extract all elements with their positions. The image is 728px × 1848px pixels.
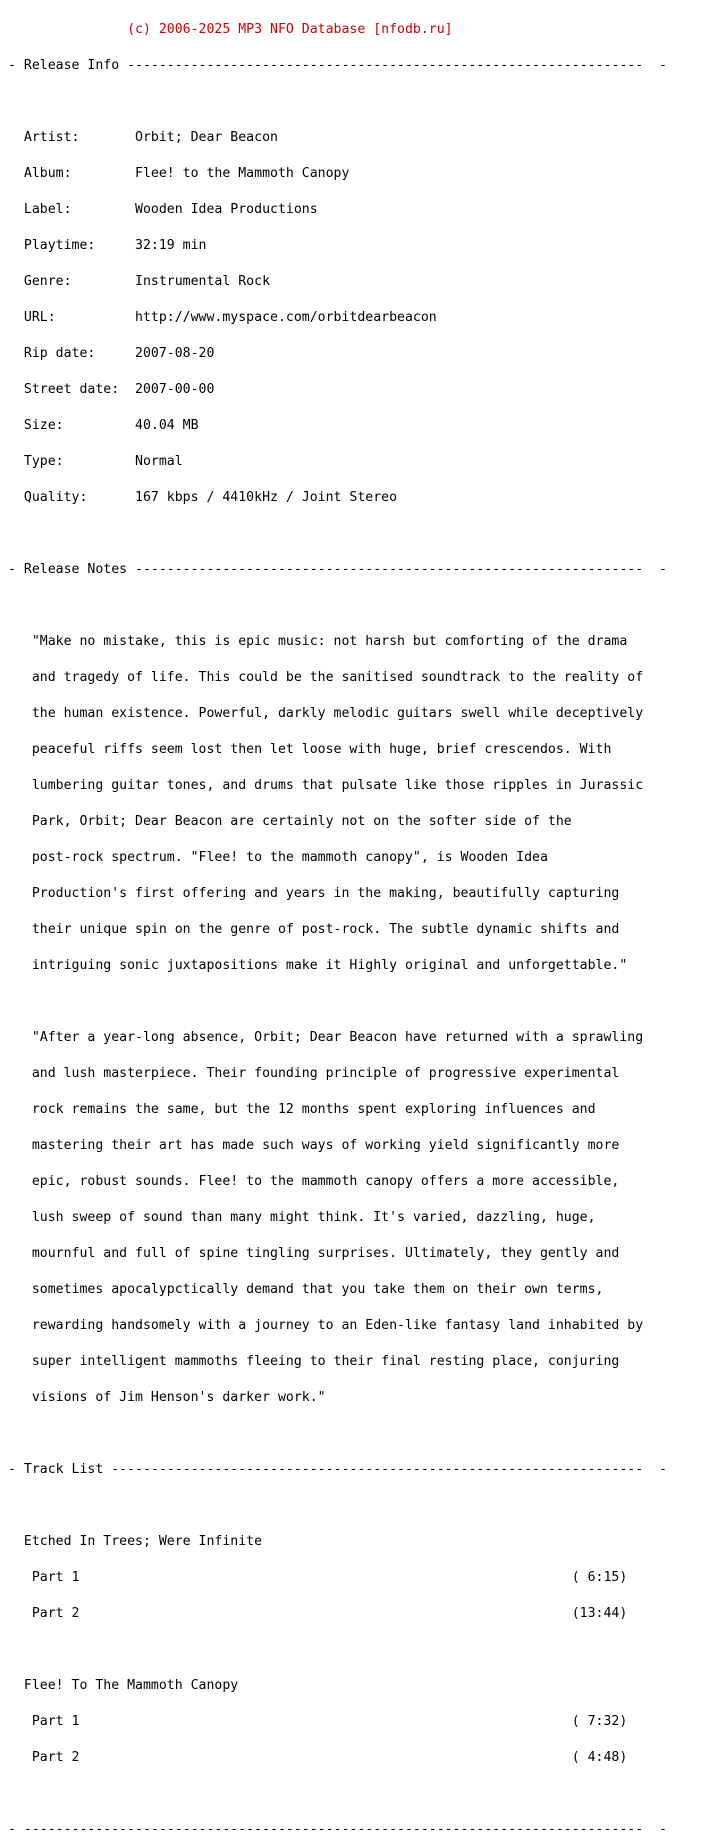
notes-line: their unique spin on the genre of post-rock. The subtle dynamic shifts and [8,922,620,937]
notes-line: peaceful riffs seem lost then let loose with huge, brief crescendos. With [8,742,612,757]
spacer [8,600,667,612]
nfo-document [8,0,667,1848]
info-quality: Quality: 167 kbps / 4410kHz / Joint Stereo [8,490,398,505]
notes-line: lumbering guitar tones, and drums that pulsate like those ripples in Jurassic [8,778,644,793]
spacer [8,1428,667,1440]
track-row: Part 2 (13:44) [8,1606,628,1621]
notes-line: the human existence. Powerful, darkly melodic guitars swell while deceptively [8,706,644,721]
info-playtime: Playtime: 32:19 min [8,238,207,253]
info-url: URL: http://www.myspace.com/orbitdearbeacon [8,310,437,325]
notes-line: intriguing sonic juxtapositions make it Highly original and unforgettable." [8,958,628,973]
track-list-rule: - Track List ------------------------------------------------------------------- - [8,1462,667,1477]
notes-line: visions of Jim Henson's darker work." [8,1390,326,1405]
spacer [8,1644,667,1656]
notes-line: lush sweep of sound than many might think. It's varied, dazzling, huge, [8,1210,596,1225]
spacer [8,1500,667,1512]
spacer [8,528,667,540]
notes-line: Park, Orbit; Dear Beacon are certainly not on the softer side of the [8,814,572,829]
track-group-title: Etched In Trees; Were Infinite [8,1534,263,1549]
info-type: Type: Normal [8,454,183,469]
notes-line: and tragedy of life. This could be the sanitised soundtrack to the reality of [8,670,644,685]
notes-line: super intelligent mammoths fleeing to their final resting place, conjuring [8,1354,620,1369]
notes-line: mournful and full of spine tingling surprises. Ultimately, they gently and [8,1246,620,1261]
info-label: Label: Wooden Idea Productions [8,202,318,217]
notes-line: post-rock spectrum. "Flee! to the mammoth canopy", is Wooden Idea [8,850,548,865]
track-row: Part 2 ( 4:48) [8,1750,628,1765]
info-album: Album: Flee! to the Mammoth Canopy [8,166,350,181]
release-info-rule: - Release Info ----------------------------------------------------------------- - [8,58,667,73]
notes-line: "Make no mistake, this is epic music: not harsh but comforting of the drama [8,634,628,649]
notes-line: and lush masterpiece. Their founding principle of progressive experimental [8,1066,620,1081]
spacer [8,996,667,1008]
notes-line: sometimes apocalypctically demand that you take them on their own terms, [8,1282,604,1297]
release-notes-rule: - Release Notes ---------------------------------------------------------------- - [8,562,667,577]
track-group-title: Flee! To The Mammoth Canopy [8,1678,239,1693]
notes-line: rewarding handsomely with a journey to an Eden-like fantasy land inhabited by [8,1318,644,1333]
track-row: Part 1 ( 6:15) [8,1570,628,1585]
notes-line: epic, robust sounds. Flee! to the mammoth canopy offers a more accessible, [8,1174,620,1189]
info-rip-date: Rip date: 2007-08-20 [8,346,215,361]
spacer [8,96,667,108]
track-row: Part 1 ( 7:32) [8,1714,628,1729]
notes-line: rock remains the same, but the 12 months spent exploring influences and [8,1102,596,1117]
info-artist: Artist: Orbit; Dear Beacon [8,130,278,145]
copyright-header: (c) 2006-2025 MP3 NFO Database [nfodb.ru] [8,22,453,37]
notes-line: "After a year-long absence, Orbit; Dear Beacon have returned with a sprawling [8,1030,644,1045]
info-genre: Genre: Instrumental Rock [8,274,271,289]
footer-rule: - ------------------------------------------------------------------------------ - [8,1822,667,1837]
spacer [8,1788,667,1800]
notes-line: mastering their art has made such ways of working yield significantly more [8,1138,620,1153]
notes-line: Production's first offering and years in the making, beautifully capturing [8,886,620,901]
info-size: Size: 40.04 MB [8,418,199,433]
info-street-date: Street date: 2007-00-00 [8,382,215,397]
